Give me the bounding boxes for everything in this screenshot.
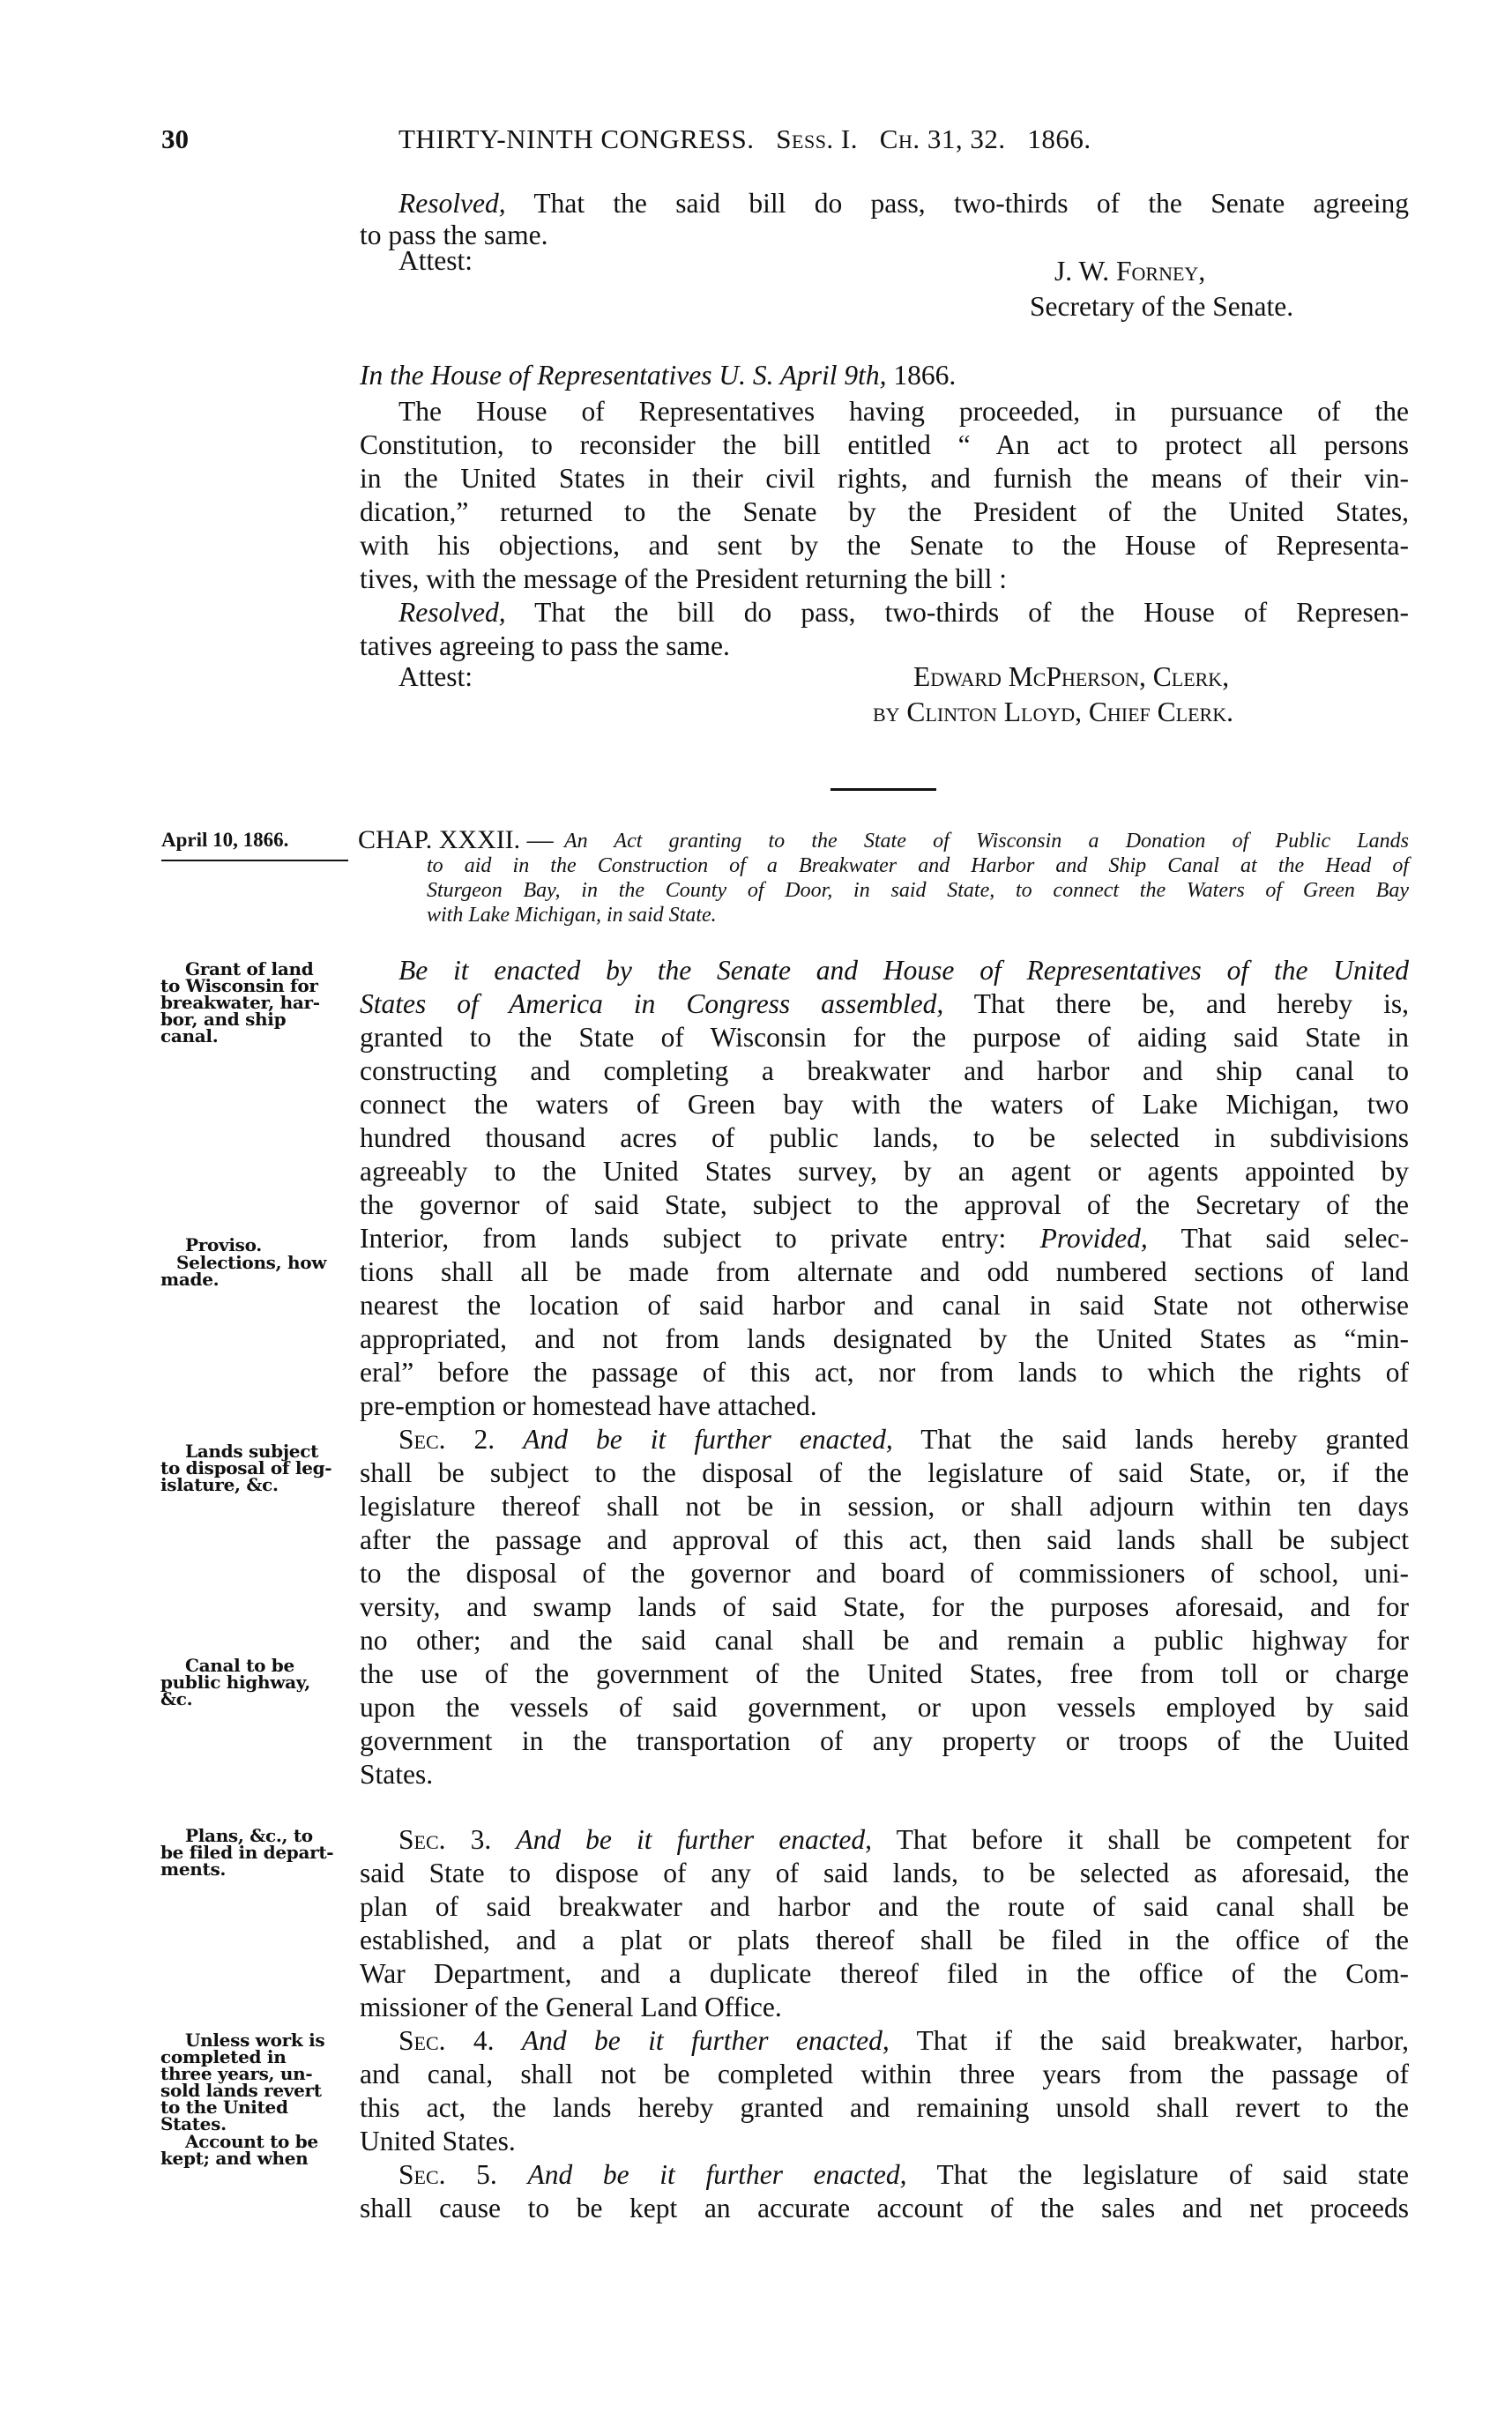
chapter-date: April 10, 1866.	[161, 829, 289, 851]
enacting-clause-line-2	[360, 987, 1409, 1021]
sec4-first-line	[398, 2024, 1409, 2058]
sec1-line: agreeably to the United States survey, by an agent or agents appointed by	[360, 1156, 1409, 1187]
chapter-caption-line: Sturgeon Bay, in the County of Door, in said State, to connect the Waters of Green Bay	[427, 879, 1409, 902]
house-paragraph-line: with his objections, and sent by the Senate to the House of Representa-	[360, 530, 1409, 561]
margin-note-line: Canal to be	[185, 1655, 294, 1676]
sec1-line: pre-emption or homestead have attached.	[360, 1390, 817, 1421]
senate-attest-label: Attest:	[398, 245, 473, 276]
house-signatory-line-2: by Clinton Lloyd, Chief Clerk.	[873, 696, 1233, 727]
senate-resolved-line-1	[398, 187, 1409, 220]
section-label: Sec. 2.	[398, 1424, 495, 1455]
margin-note-line: Lands subject	[185, 1441, 319, 1462]
margin-note-line: Account to be	[185, 2131, 318, 2152]
margin-note-line: Grant of land	[185, 958, 314, 979]
senate-signatory-name: J. W. Forney,	[1054, 256, 1206, 287]
sec2-line: no other; and the said canal shall be and remain a public highway for	[360, 1625, 1409, 1656]
sec1-line: nearest the location of said harbor and canal in said State not otherwise	[360, 1290, 1409, 1321]
margin-note-lands-subject	[160, 1443, 346, 1493]
sec1-line: constructing and completing a breakwater and harbor and ship canal to	[360, 1055, 1409, 1086]
sec3-line: established, and a plat or plats thereof shall be filed in the office of the	[360, 1925, 1409, 1955]
chapter-caption-line: with Lake Michigan, in said State.	[427, 904, 717, 927]
sec3-line: said State to dispose of any of said lands, to be selected as aforesaid, the	[360, 1858, 1409, 1888]
sec4-line: this act, the lands hereby granted and remaining unsold shall revert to the	[360, 2092, 1409, 2123]
section-label: Sec. 4.	[398, 2025, 495, 2056]
house-paragraph-line: Constitution, to reconsider the bill entitled “ An act to protect all persons	[360, 429, 1409, 460]
sec1-line: hundred thousand acres of public lands, to be selected in subdivisions	[360, 1122, 1409, 1153]
enacting-italic: States of America in Congress assembled,	[360, 988, 944, 1019]
margin-note-line: bor, and ship	[160, 1009, 287, 1030]
house-paragraph-line: dication,” returned to the Senate by the President of the United States,	[360, 496, 1409, 527]
margin-note-line: to the United	[160, 2097, 288, 2118]
house-paragraph-line: in the United States in their civil rights, and furnish the means of their vin-	[360, 463, 1409, 494]
house-dateline	[360, 360, 956, 391]
sec4-line: and canal, shall not be completed within three years from the passage of	[360, 2059, 1409, 2089]
margin-note-line: ments.	[160, 1858, 227, 1880]
chapter-caption-line: An Act granting to the State of Wisconsin a Donation of Public Lands	[564, 830, 1409, 853]
section-divider-rule	[830, 788, 936, 791]
house-dateline-italic: In the House of Representatives U. S. April 9th,	[360, 360, 887, 391]
sec2-line: legislature thereof shall not be in session, or shall adjourn within ten days	[360, 1491, 1409, 1522]
section-label: Sec. 5.	[398, 2159, 497, 2190]
house-resolved-line-1	[398, 596, 1409, 629]
congress-title: THIRTY-NINTH CONGRESS.	[398, 123, 755, 154]
chapter-date-underline	[161, 860, 348, 861]
sec2-line: to the disposal of the governor and board of commissioners of school, uni-	[360, 1558, 1409, 1589]
session-label: Sess. I.	[776, 123, 859, 154]
chapter-range: Ch. 31, 32.	[879, 123, 1006, 154]
margin-note-line: be filed in depart-	[160, 1842, 334, 1863]
running-header	[398, 123, 1091, 155]
sec3-line: plan of said breakwater and harbor and the route of said canal shall be	[360, 1891, 1409, 1922]
section-text: That the legislature of said state	[906, 2159, 1409, 2190]
house-paragraph-line: tives, with the message of the President returning the bill :	[360, 563, 1007, 594]
sec3-line: missioner of the General Land Office.	[360, 1992, 782, 2022]
margin-note-line: breakwater, har-	[160, 992, 320, 1013]
page-number: 30	[161, 123, 189, 154]
chapter-number: CHAP. XXXII. —	[358, 825, 554, 854]
margin-note-unless-work	[160, 2032, 346, 2133]
margin-note-line: completed in	[160, 2046, 287, 2067]
margin-note-line: islature, &c.	[160, 1474, 279, 1495]
proviso-post: That said selec-	[1147, 1223, 1409, 1254]
margin-note-line: public highway,	[160, 1672, 310, 1693]
margin-note-line: Proviso.	[185, 1234, 262, 1255]
senate-signatory-title: Secretary of the Senate.	[1030, 291, 1294, 322]
margin-note-grant	[160, 958, 346, 1046]
sec1-line: granted to the State of Wisconsin for the purpose of aiding said State in	[360, 1022, 1409, 1053]
margin-note-account	[160, 2131, 346, 2169]
proviso-line	[360, 1222, 1409, 1255]
further-enacted-italic: And be it further enacted,	[523, 1424, 893, 1455]
section-text: That if the said breakwater, harbor,	[889, 2025, 1409, 2056]
margin-note-line: kept; and when	[160, 2148, 309, 2169]
margin-note-plans-filed	[160, 1825, 346, 1880]
margin-note-line: made.	[160, 1269, 220, 1290]
margin-note-line: Plans, &c., to	[185, 1825, 313, 1846]
resolved-text: That the said bill do pass, two-thirds of the Senate agreeing	[505, 188, 1409, 219]
sec2-line: government in the transportation of any property or troops of the Uuited	[360, 1725, 1409, 1756]
margin-note-line: States.	[160, 2113, 227, 2134]
resolved-italic: Resolved,	[398, 188, 506, 219]
sec1-line: appropriated, and not from lands designated by the United States as “min-	[360, 1323, 1409, 1354]
margin-note-line: to disposal of leg-	[160, 1457, 332, 1478]
margin-note-canal-highway	[160, 1657, 346, 1708]
resolved-italic: Resolved,	[398, 597, 506, 628]
sec3-line: War Department, and a duplicate thereof filed in the office of the Com-	[360, 1958, 1409, 1989]
sec5-first-line	[398, 2158, 1409, 2192]
sec2-line: upon the vessels of said government, or upon vessels employed by said	[360, 1692, 1409, 1723]
margin-note-line: &c.	[160, 1688, 193, 1709]
further-enacted-italic: And be it further enacted,	[521, 2025, 890, 2056]
sec1-line: tions shall all be made from alternate and odd numbered sections of land	[360, 1256, 1409, 1287]
house-attest-label: Attest:	[398, 661, 473, 692]
margin-note-line: Unless work is	[185, 2030, 325, 2051]
sec2-line: shall be subject to the disposal of the legislature of said State, or, if the	[360, 1457, 1409, 1488]
sec2-line: after the passage and approval of this act, then said lands shall be subject	[360, 1524, 1409, 1555]
house-paragraph-line: The House of Representatives having proceeded, in pursuance of the	[398, 396, 1409, 427]
margin-note-line: three years, un-	[160, 2063, 313, 2084]
sec1-line: eral” before the passage of this act, nor from lands to which the rights of	[360, 1357, 1409, 1388]
proviso-italic: Provided,	[1039, 1223, 1148, 1254]
sec2-first-line	[398, 1423, 1409, 1456]
sec2-line: the use of the government of the United States, free from toll or charge	[360, 1658, 1409, 1689]
house-resolved-line-2: tatives agreeing to pass the same.	[360, 630, 730, 661]
sec3-first-line	[398, 1823, 1409, 1857]
header-year: 1866.	[1027, 123, 1091, 154]
proviso-pre: Interior, from lands subject to private entry:	[360, 1223, 1040, 1254]
section-label: Sec. 3.	[398, 1824, 492, 1855]
house-dateline-year: 1866.	[886, 360, 957, 391]
margin-note-selections	[160, 1252, 346, 1290]
margin-note-line: Selections, how	[176, 1252, 327, 1273]
sec1-line: connect the waters of Green bay with the waters of Lake Michigan, two	[360, 1089, 1409, 1120]
enacting-clause-line-1: Be it enacted by the Senate and House of Representatives of the United	[398, 955, 1409, 986]
section-text: That before it shall be competent for	[872, 1824, 1409, 1855]
sec2-line: States.	[360, 1759, 434, 1790]
sec4-line: United States.	[360, 2126, 516, 2156]
further-enacted-italic: And be it further enacted,	[516, 1824, 873, 1855]
resolved-text: That the bill do pass, two-thirds of the House of Represen-	[505, 597, 1409, 628]
margin-note-line: to Wisconsin for	[160, 975, 318, 996]
chapter-caption-line: to aid in the Construction of a Breakwater and Harbor and Ship Canal at the Head of	[427, 854, 1409, 877]
sec5-line: shall cause to be kept an accurate account of the sales and net proceeds	[360, 2193, 1409, 2223]
margin-note-line: canal.	[160, 1025, 219, 1046]
sec2-line: versity, and swamp lands of said State, for the purposes aforesaid, and for	[360, 1591, 1409, 1622]
senate-resolved-line-2: to pass the same.	[360, 220, 548, 250]
house-signatory-line-1: Edward McPherson, Clerk,	[913, 661, 1230, 692]
further-enacted-italic: And be it further enacted,	[527, 2159, 907, 2190]
margin-note-line: sold lands revert	[160, 2080, 322, 2101]
sec1-line: the governor of said State, subject to the approval of the Secretary of the	[360, 1189, 1409, 1220]
section-text: That the said lands hereby granted	[892, 1424, 1410, 1455]
enacting-text: That there be, and hereby is,	[943, 988, 1409, 1019]
